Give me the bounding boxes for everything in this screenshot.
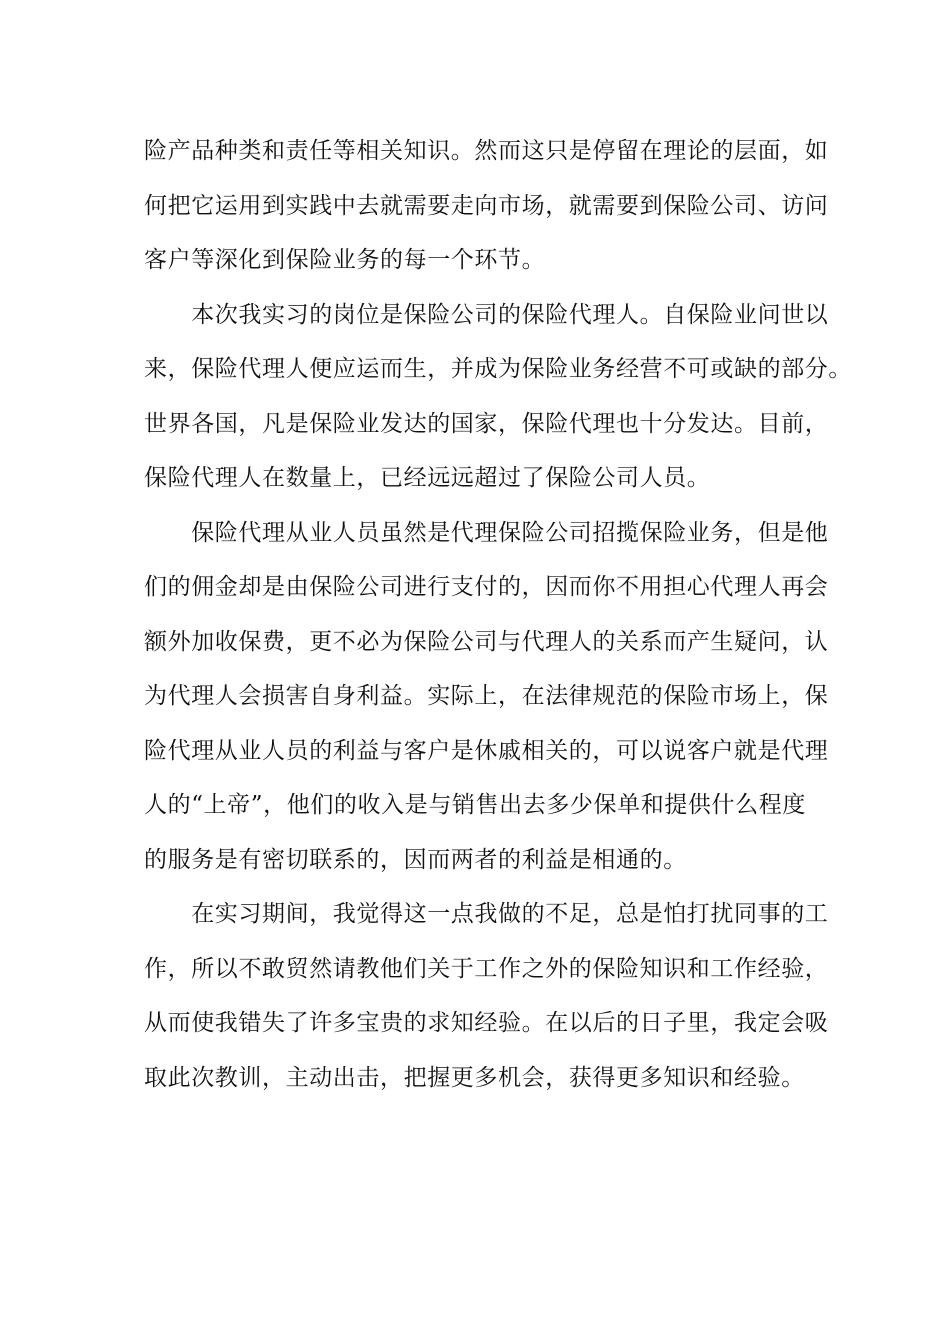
text-line: 为代理人会损害自身利益。实际上，在法律规范的保险市场上，保 <box>144 683 829 709</box>
text-line: 作，所以不敢贸然请教他们关于工作之外的保险知识和工作经验， <box>144 955 829 982</box>
text-line: 保险代理从业人员虽然是代理保险公司招揽保险业务，但是他 <box>144 519 829 546</box>
text-line: 保险代理人在数量上，已经远远超过了保险公司人员。 <box>144 465 711 491</box>
text-line: 额外加收保费，更不必为保险公司与代理人的关系而产生疑问，认 <box>144 628 829 655</box>
text-line: 险代理从业人员的利益与客户是休戚相关的，可以说客户就是代理 <box>144 737 829 764</box>
paragraph-3 <box>144 506 829 888</box>
text-line: 来，保险代理人便应运而生，并成为保险业务经营不可或缺的部分。 <box>144 356 852 382</box>
text-line: 世界各国，凡是保险业发达的国家，保险代理也十分发达。目前， <box>144 410 829 437</box>
text-line: 险产品种类和责任等相关知识。然而这只是停留在理论的层面，如 <box>144 138 829 164</box>
text-line: 在实习期间，我觉得这一点我做的不足，总是怕打扰同事的工 <box>144 901 829 927</box>
text-line: 取此次教训，主动出击，把握更多机会，获得更多知识和经验。 <box>144 1064 805 1091</box>
text-line: 从而使我错失了许多宝贵的求知经验。在以后的日子里，我定会吸 <box>144 1010 829 1036</box>
text-line: 本次我实习的岗位是保险公司的保险代理人。自保险业问世以 <box>144 301 829 328</box>
text-line: 们的佣金却是由保险公司进行支付的，因而你不用担心代理人再会 <box>144 574 829 600</box>
paragraph-2 <box>144 288 852 506</box>
text-line: 的服务是有密切联系的，因而两者的利益是相通的。 <box>144 846 687 873</box>
text-line: 人的“上帝”，他们的收入是与销售出去多少保单和提供什么程度 <box>144 792 806 818</box>
document-body <box>144 124 852 1105</box>
paragraph-1 <box>144 124 829 288</box>
text-line: 何把它运用到实践中去就需要走向市场，就需要到保险公司、访问 <box>144 192 829 219</box>
text-line: 客户等深化到保险业务的每一个环节。 <box>144 247 546 273</box>
paragraph-4 <box>144 887 829 1105</box>
